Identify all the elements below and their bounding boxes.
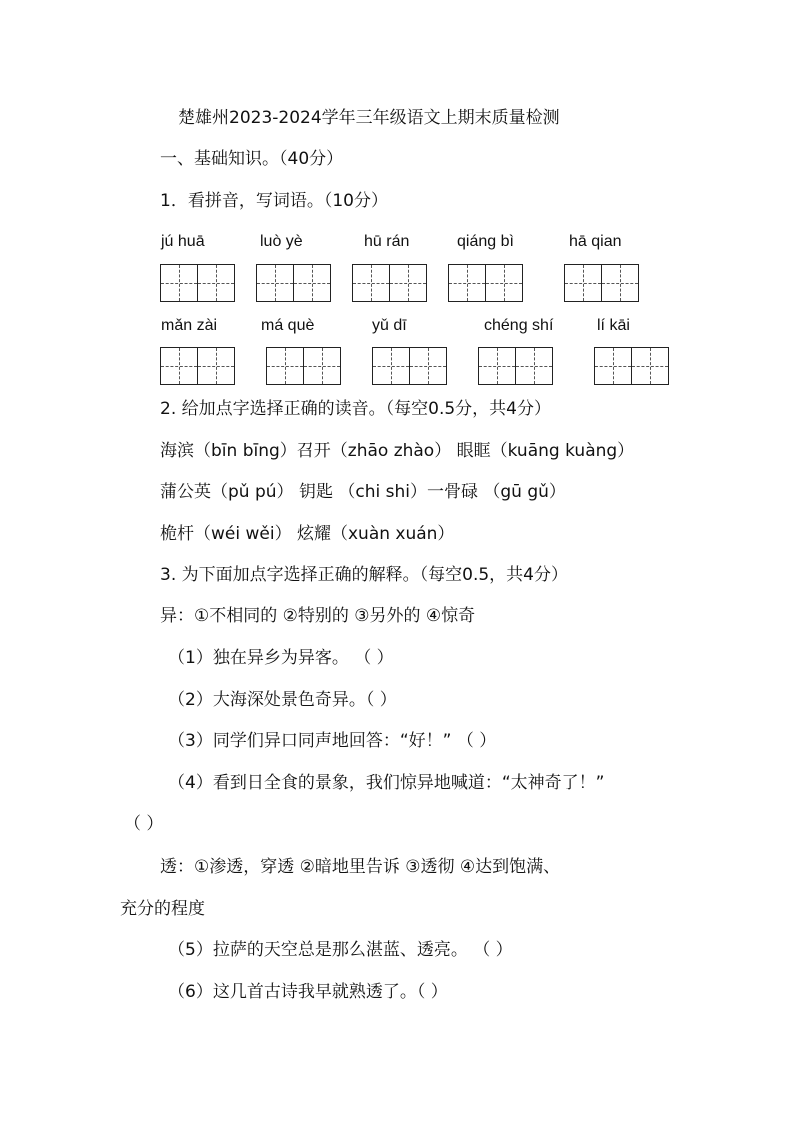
pinyin-label: lí kāi: [597, 317, 630, 334]
pinyin-label: mǎn zài: [161, 317, 218, 334]
writing-grid[interactable]: [478, 347, 553, 385]
writing-grid[interactable]: [352, 264, 427, 302]
writing-grid[interactable]: [266, 347, 341, 385]
pinyin-label: jú huā: [161, 233, 205, 250]
definition-list: 异：①不相同的 ②特别的 ③另外的 ④惊奇: [160, 606, 476, 626]
writing-grid[interactable]: [160, 347, 235, 385]
pinyin-label: má què: [261, 317, 315, 334]
definition-list: 充分的程度: [120, 899, 205, 919]
reading-choice-line: 蒲公英（pǔ pú） 钥匙 （chi shi）一骨碌 （gū gǔ）: [160, 482, 566, 502]
question-item: （1）独在异乡为异客。 （ ）: [168, 648, 394, 668]
writing-grid[interactable]: [372, 347, 447, 385]
writing-grid[interactable]: [160, 264, 235, 302]
page-title: 楚雄州2023-2024学年三年级语文上期末质量检测: [178, 108, 560, 128]
pinyin-label: hū rán: [364, 233, 410, 250]
question-1-heading: 1．看拼音，写词语。（10分）: [160, 191, 388, 211]
question-item: （2）大海深处景色奇异。（ ）: [168, 690, 397, 710]
pinyin-label: hā qian: [569, 233, 622, 250]
reading-choice-line: 海滨（bīn bīng）召开（zhāo zhào） 眼眶（kuāng kuàng）: [160, 441, 635, 461]
pinyin-label: qiáng bì: [457, 233, 514, 250]
question-2-heading: 2. 给加点字选择正确的读音。（每空0.5分，共4分）: [160, 399, 551, 419]
question-item: （6）这几首古诗我早就熟透了。（ ）: [168, 982, 448, 1002]
question-item: （4）看到日全食的景象，我们惊异地喊道：“太神奇了！”: [168, 773, 605, 793]
writing-grid[interactable]: [564, 264, 639, 302]
pinyin-label: luò yè: [260, 233, 303, 250]
writing-grid[interactable]: [256, 264, 331, 302]
writing-grid[interactable]: [448, 264, 523, 302]
pinyin-label: yǔ dī: [372, 317, 407, 334]
writing-grid[interactable]: [594, 347, 669, 385]
answer-blank[interactable]: （ ）: [124, 814, 164, 834]
section-heading: 一、基础知识。（40分）: [160, 149, 344, 169]
definition-list: 透：①渗透，穿透 ②暗地里告诉 ③透彻 ④达到饱满、: [160, 857, 561, 877]
reading-choice-line: 桅杆（wéi wěi） 炫耀（xuàn xuán）: [160, 524, 455, 544]
question-item: （5）拉萨的天空总是那么湛蓝、透亮。 （ ）: [168, 940, 513, 960]
question-3-heading: 3. 为下面加点字选择正确的解释。（每空0.5，共4分）: [160, 565, 568, 585]
pinyin-label: chéng shí: [484, 317, 554, 334]
question-item: （3）同学们异口同声地回答：“好！” （ ）: [168, 731, 497, 751]
